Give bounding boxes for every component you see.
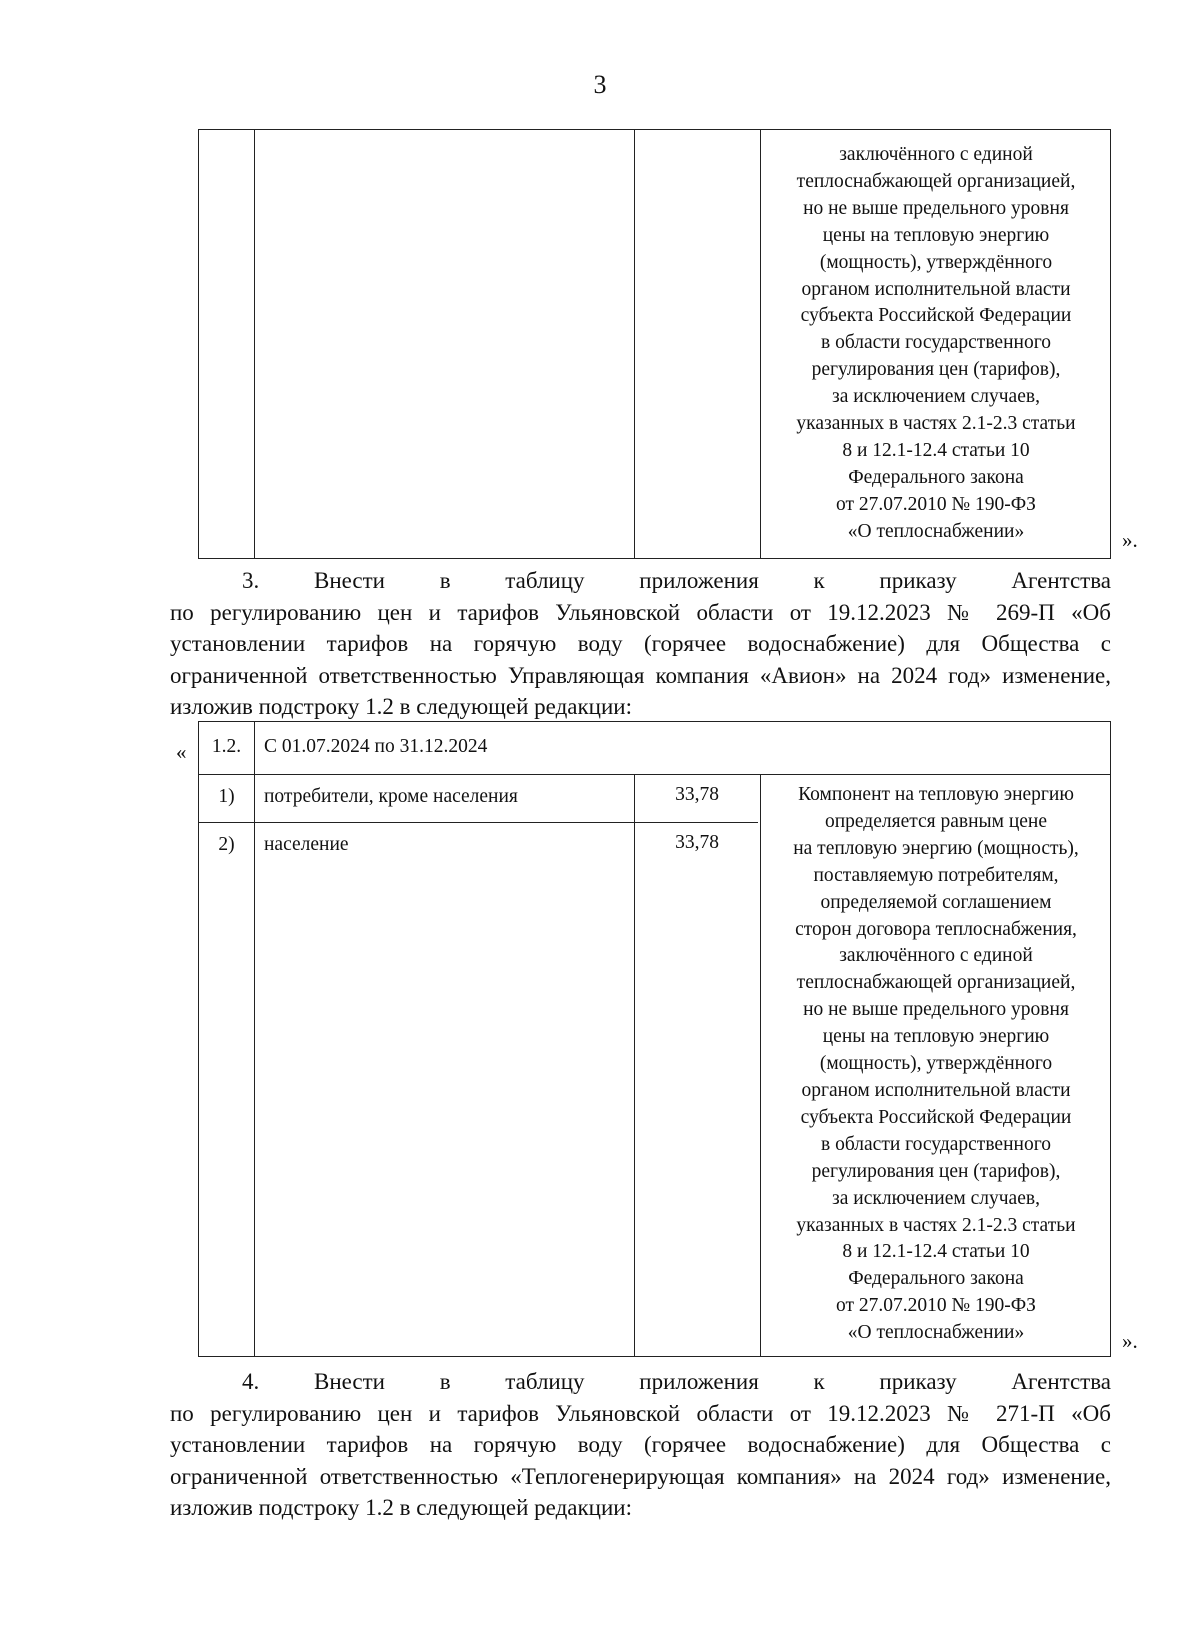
note-line: определяется равным цене	[824, 810, 1048, 832]
paragraph-3-body: по регулированию цен и тарифов Ульяновской области от 19.12.2023 № 269-П «Об установлении тарифов на горячую воду (горячее водоснабжение) для Общества с ограниченной ответственностью Управляющая компания «Авион» на 2024 год» изменение, изложив подстроку 1.2 в следующей редакции:	[170, 599, 1111, 719]
note-line: «О теплоснабжении»	[847, 520, 1025, 542]
note-line: регулирования цен (тарифов),	[811, 359, 1061, 381]
note-line: (мощность), утверждённого	[819, 1053, 1053, 1075]
note-line: в области государственного	[821, 332, 1051, 354]
page-number: 3	[593, 70, 607, 99]
note-line: но не выше предельного уровня	[803, 197, 1069, 219]
note-cell-text	[760, 142, 1112, 546]
note-line: поставляемую потребителям,	[813, 864, 1059, 886]
closing-quote-mark: ».	[1122, 1329, 1138, 1353]
note-line: субъекта Российской Федерации	[800, 305, 1072, 327]
note-line: «О теплоснабжении»	[847, 1322, 1025, 1344]
note-line: Компонент на тепловую энергию	[798, 784, 1074, 805]
note-line: 8 и 12.1-12.4 статьи 10	[842, 439, 1030, 461]
column-divider	[634, 130, 635, 558]
paragraph-3-first-line: 3. Внести в таблицу приложения к приказу Агентства	[242, 568, 1111, 593]
paragraph-3	[170, 565, 1111, 723]
note-line: Федерального закона	[848, 466, 1024, 488]
paragraph-4-body: по регулированию цен и тарифов Ульяновской области от 19.12.2023 № 271-П «Об установлении тарифов на горячую воду (горячее водоснабжение) для Общества с ограниченной ответственностью «Теплогенерирующая компания» на 2024 год» изменение, изложив подстроку 1.2 в следующей редакции:	[170, 1400, 1111, 1520]
row-divider	[199, 822, 758, 823]
tariff-table-continuation	[198, 129, 1111, 559]
note-line: сторон договора теплоснабжения,	[795, 918, 1077, 940]
note-cell-text	[760, 782, 1112, 1347]
note-line: от 27.07.2010 № 190-ФЗ	[836, 1295, 1036, 1317]
note-line: заключённого с единой	[839, 144, 1033, 165]
note-line: за исключением случаев,	[832, 386, 1040, 408]
subrow-value: 33,78	[675, 832, 719, 853]
closing-quote-mark: ».	[1122, 528, 1138, 552]
note-line: но не выше предельного уровня	[803, 999, 1069, 1021]
note-line: за исключением случаев,	[832, 1187, 1040, 1209]
row-number: 1.2.	[211, 736, 242, 757]
column-divider	[254, 130, 255, 558]
note-line: цены на тепловую энергию	[822, 1026, 1050, 1048]
subrow-label: потребители, кроме населения	[264, 786, 518, 807]
note-line: указанных в частях 2.1-2.3 статьи	[796, 413, 1076, 435]
note-line: Федерального закона	[848, 1268, 1024, 1290]
row-divider	[199, 774, 1110, 775]
note-line: органом исполнительной власти	[801, 278, 1071, 300]
note-line: указанных в частях 2.1-2.3 статьи	[796, 1214, 1076, 1236]
note-line: на тепловую энергию (мощность),	[793, 837, 1079, 859]
note-line: от 27.07.2010 № 190-ФЗ	[836, 493, 1036, 515]
note-line: органом исполнительной власти	[801, 1079, 1071, 1101]
note-line: регулирования цен (тарифов),	[811, 1160, 1061, 1182]
subrow-label: население	[264, 834, 349, 855]
note-line: теплоснабжающей организацией,	[796, 170, 1076, 192]
note-line: цены на тепловую энергию	[822, 224, 1050, 246]
tariff-table-row-1-2	[198, 721, 1111, 1357]
subrow-number: 2)	[218, 834, 235, 855]
note-line: теплоснабжающей организацией,	[796, 972, 1076, 994]
column-divider	[254, 722, 255, 1356]
subrow-number: 1)	[218, 786, 235, 807]
note-line: заключённого с единой	[839, 945, 1033, 967]
opening-quote-mark: «	[176, 740, 187, 764]
note-line: определяемой соглашением	[820, 891, 1052, 913]
column-divider	[634, 774, 635, 1356]
note-line: в области государственного	[821, 1133, 1051, 1155]
subrow-value: 33,78	[675, 784, 719, 805]
note-line: субъекта Российской Федерации	[800, 1106, 1072, 1128]
paragraph-4	[170, 1366, 1111, 1524]
note-line: (мощность), утверждённого	[819, 251, 1053, 273]
row-title: С 01.07.2024 по 31.12.2024	[264, 736, 488, 757]
note-line: 8 и 12.1-12.4 статьи 10	[842, 1241, 1030, 1263]
paragraph-4-first-line: 4. Внести в таблицу приложения к приказу Агентства	[242, 1369, 1111, 1394]
